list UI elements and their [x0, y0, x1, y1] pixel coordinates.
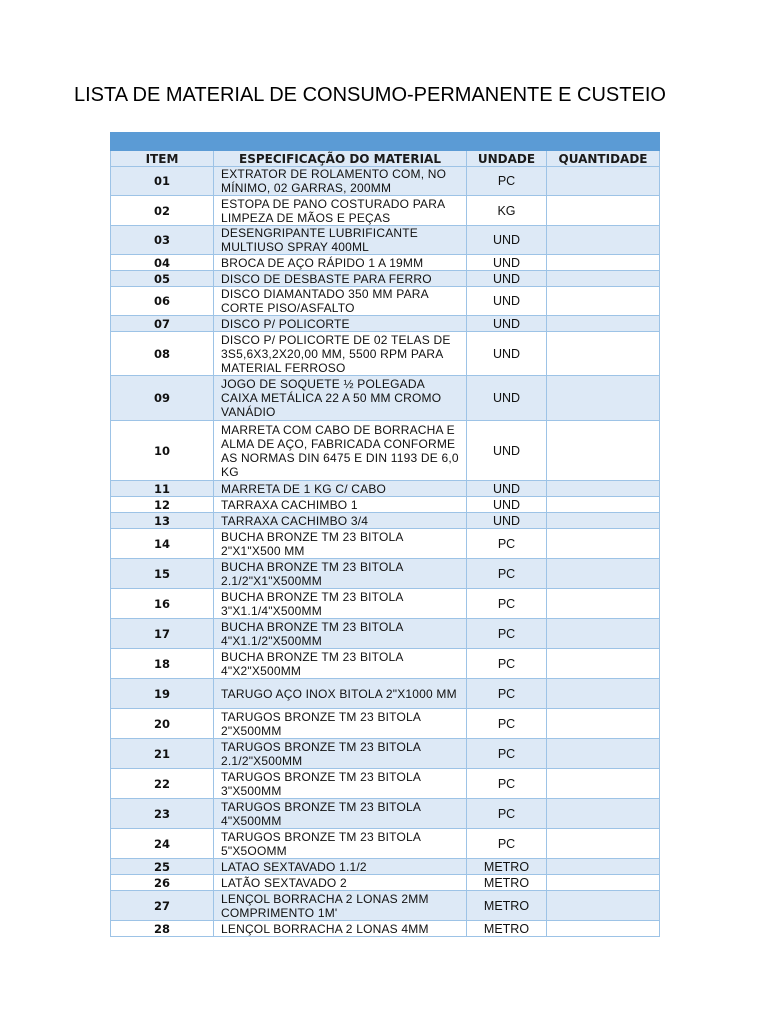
cell-item: 24 — [111, 829, 214, 859]
cell-item: 25 — [111, 859, 214, 875]
header-quantity: QUANTIDADE — [547, 151, 660, 167]
table-row — [111, 226, 660, 255]
cell-unit: PC — [467, 167, 547, 196]
cell-quantity — [547, 649, 660, 679]
cell-unit: UND — [467, 497, 547, 513]
cell-item: 11 — [111, 481, 214, 497]
table-row — [111, 739, 660, 769]
table-row — [111, 271, 660, 287]
cell-item: 10 — [111, 421, 214, 481]
cell-unit: METRO — [467, 891, 547, 921]
cell-unit: METRO — [467, 875, 547, 891]
cell-item: 03 — [111, 226, 214, 255]
table-row — [111, 799, 660, 829]
cell-quantity — [547, 679, 660, 709]
cell-description: TARUGOS BRONZE TM 23 BITOLA 4"X500MM — [214, 799, 467, 829]
cell-quantity — [547, 481, 660, 497]
cell-description: TARUGOS BRONZE TM 23 BITOLA 2.1/2"X500MM — [214, 739, 467, 769]
table-row — [111, 559, 660, 589]
cell-item: 15 — [111, 559, 214, 589]
cell-quantity — [547, 921, 660, 937]
cell-item: 04 — [111, 255, 214, 271]
table-row — [111, 497, 660, 513]
cell-item: 05 — [111, 271, 214, 287]
cell-description: BUCHA BRONZE TM 23 BITOLA 2.1/2"X1"X500MM — [214, 559, 467, 589]
header-item: ITEM — [111, 151, 214, 167]
table-row — [111, 921, 660, 937]
cell-unit: UND — [467, 226, 547, 255]
cell-item: 26 — [111, 875, 214, 891]
cell-description: LATAO SEXTAVADO 1.1/2 — [214, 859, 467, 875]
header-unit: UNDADE — [467, 151, 547, 167]
cell-description: BUCHA BRONZE TM 23 BITOLA 4"X1.1/2"X500MM — [214, 619, 467, 649]
table-row — [111, 709, 660, 739]
table-row — [111, 589, 660, 619]
cell-quantity — [547, 513, 660, 529]
cell-quantity — [547, 332, 660, 376]
cell-unit: UND — [467, 481, 547, 497]
cell-description: TARRAXA CACHIMBO 1 — [214, 497, 467, 513]
table-row — [111, 513, 660, 529]
cell-description: BUCHA BRONZE TM 23 BITOLA 2"X1"X500 MM — [214, 529, 467, 559]
table-row — [111, 255, 660, 271]
cell-item: 02 — [111, 196, 214, 226]
cell-description: TARUGOS BRONZE TM 23 BITOLA 2"X500MM — [214, 709, 467, 739]
material-table — [110, 132, 660, 937]
table-row — [111, 875, 660, 891]
cell-description: BUCHA BRONZE TM 23 BITOLA 3"X1.1/4"X500MM — [214, 589, 467, 619]
cell-unit: PC — [467, 529, 547, 559]
cell-unit: KG — [467, 196, 547, 226]
table-row — [111, 619, 660, 649]
cell-quantity — [547, 859, 660, 875]
cell-unit: PC — [467, 829, 547, 859]
cell-description: TARUGOS BRONZE TM 23 BITOLA 5"X5OOMM — [214, 829, 467, 859]
cell-item: 21 — [111, 739, 214, 769]
cell-unit: PC — [467, 799, 547, 829]
cell-description: TARUGOS BRONZE TM 23 BITOLA 3"X500MM — [214, 769, 467, 799]
table-row — [111, 859, 660, 875]
cell-unit: UND — [467, 271, 547, 287]
cell-description: BUCHA BRONZE TM 23 BITOLA 4"X2"X500MM — [214, 649, 467, 679]
cell-unit: UND — [467, 316, 547, 332]
table-row — [111, 481, 660, 497]
cell-item: 13 — [111, 513, 214, 529]
cell-description: DESENGRIPANTE LUBRIFICANTE MULTIUSO SPRAY 400ML — [214, 226, 467, 255]
cell-quantity — [547, 255, 660, 271]
cell-description: JOGO DE SOQUETE ½ POLEGADA CAIXA METÁLICA 22 A 50 MM CROMO VANÁDIO — [214, 376, 467, 421]
cell-quantity — [547, 376, 660, 421]
cell-item: 22 — [111, 769, 214, 799]
cell-unit: PC — [467, 619, 547, 649]
cell-item: 09 — [111, 376, 214, 421]
cell-quantity — [547, 589, 660, 619]
table-row — [111, 287, 660, 316]
cell-quantity — [547, 226, 660, 255]
cell-unit: UND — [467, 255, 547, 271]
table-row — [111, 196, 660, 226]
cell-description: ESTOPA DE PANO COSTURADO PARA LIMPEZA DE MÃOS E PEÇAS — [214, 196, 467, 226]
cell-quantity — [547, 421, 660, 481]
table-header-band — [111, 133, 660, 151]
cell-description: MARRETA DE 1 KG C/ CABO — [214, 481, 467, 497]
cell-item: 17 — [111, 619, 214, 649]
cell-quantity — [547, 829, 660, 859]
cell-quantity — [547, 891, 660, 921]
cell-quantity — [547, 739, 660, 769]
cell-unit: PC — [467, 739, 547, 769]
cell-item: 08 — [111, 332, 214, 376]
table-row — [111, 376, 660, 421]
cell-unit: PC — [467, 589, 547, 619]
cell-unit: UND — [467, 513, 547, 529]
cell-quantity — [547, 709, 660, 739]
cell-quantity — [547, 316, 660, 332]
cell-item: 01 — [111, 167, 214, 196]
cell-unit: PC — [467, 559, 547, 589]
table-row — [111, 332, 660, 376]
table-row — [111, 316, 660, 332]
cell-description: BROCA DE AÇO RÁPIDO 1 A 19MM — [214, 255, 467, 271]
cell-item: 20 — [111, 709, 214, 739]
cell-description: DISCO P/ POLICORTE — [214, 316, 467, 332]
cell-item: 19 — [111, 679, 214, 709]
cell-quantity — [547, 799, 660, 829]
cell-unit: UND — [467, 376, 547, 421]
table-row — [111, 421, 660, 481]
table-row — [111, 891, 660, 921]
cell-item: 12 — [111, 497, 214, 513]
cell-description: DISCO P/ POLICORTE DE 02 TELAS DE 3S5,6X3,2X20,00 MM, 5500 RPM PARA MATERIAL FERROSO — [214, 332, 467, 376]
cell-item: 06 — [111, 287, 214, 316]
cell-quantity — [547, 769, 660, 799]
cell-description: DISCO DIAMANTADO 350 MM PARA CORTE PISO/ASFALTO — [214, 287, 467, 316]
cell-quantity — [547, 529, 660, 559]
page-title: LISTA DE MATERIAL DE CONSUMO-PERMANENTE E CUSTEIO — [74, 84, 666, 106]
cell-quantity — [547, 167, 660, 196]
table-row — [111, 769, 660, 799]
cell-description: LENÇOL BORRACHA 2 LONAS 4MM — [214, 921, 467, 937]
table-row — [111, 649, 660, 679]
table-body — [111, 167, 660, 937]
table-row — [111, 167, 660, 196]
cell-quantity — [547, 619, 660, 649]
cell-quantity — [547, 497, 660, 513]
table-row — [111, 829, 660, 859]
cell-item: 07 — [111, 316, 214, 332]
table-row — [111, 679, 660, 709]
cell-item: 23 — [111, 799, 214, 829]
cell-quantity — [547, 559, 660, 589]
cell-unit: UND — [467, 287, 547, 316]
cell-quantity — [547, 271, 660, 287]
cell-item: 14 — [111, 529, 214, 559]
cell-description: LENÇOL BORRACHA 2 LONAS 2MM COMPRIMENTO 1M' — [214, 891, 467, 921]
cell-description: EXTRATOR DE ROLAMENTO COM, NO MÍNIMO, 02 GARRAS, 200MM — [214, 167, 467, 196]
cell-item: 16 — [111, 589, 214, 619]
cell-quantity — [547, 196, 660, 226]
cell-unit: PC — [467, 649, 547, 679]
cell-unit: PC — [467, 769, 547, 799]
table-row — [111, 529, 660, 559]
cell-unit: METRO — [467, 859, 547, 875]
table-header-row — [111, 151, 660, 167]
cell-item: 27 — [111, 891, 214, 921]
cell-unit: UND — [467, 421, 547, 481]
cell-unit: PC — [467, 679, 547, 709]
cell-description: DISCO DE DESBASTE PARA FERRO — [214, 271, 467, 287]
cell-unit: METRO — [467, 921, 547, 937]
cell-unit: PC — [467, 709, 547, 739]
cell-description: LATÃO SEXTAVADO 2 — [214, 875, 467, 891]
cell-item: 28 — [111, 921, 214, 937]
cell-quantity — [547, 287, 660, 316]
cell-unit: UND — [467, 332, 547, 376]
cell-description: TARRAXA CACHIMBO 3/4 — [214, 513, 467, 529]
cell-description: MARRETA COM CABO DE BORRACHA E ALMA DE AÇO, FABRICADA CONFORME AS NORMAS DIN 6475 E DIN 1193 DE 6,0 KG — [214, 421, 467, 481]
cell-item: 18 — [111, 649, 214, 679]
header-specification: ESPECIFICAÇÃO DO MATERIAL — [214, 151, 467, 167]
cell-description: TARUGO AÇO INOX BITOLA 2"X1000 MM — [214, 679, 467, 709]
cell-quantity — [547, 875, 660, 891]
